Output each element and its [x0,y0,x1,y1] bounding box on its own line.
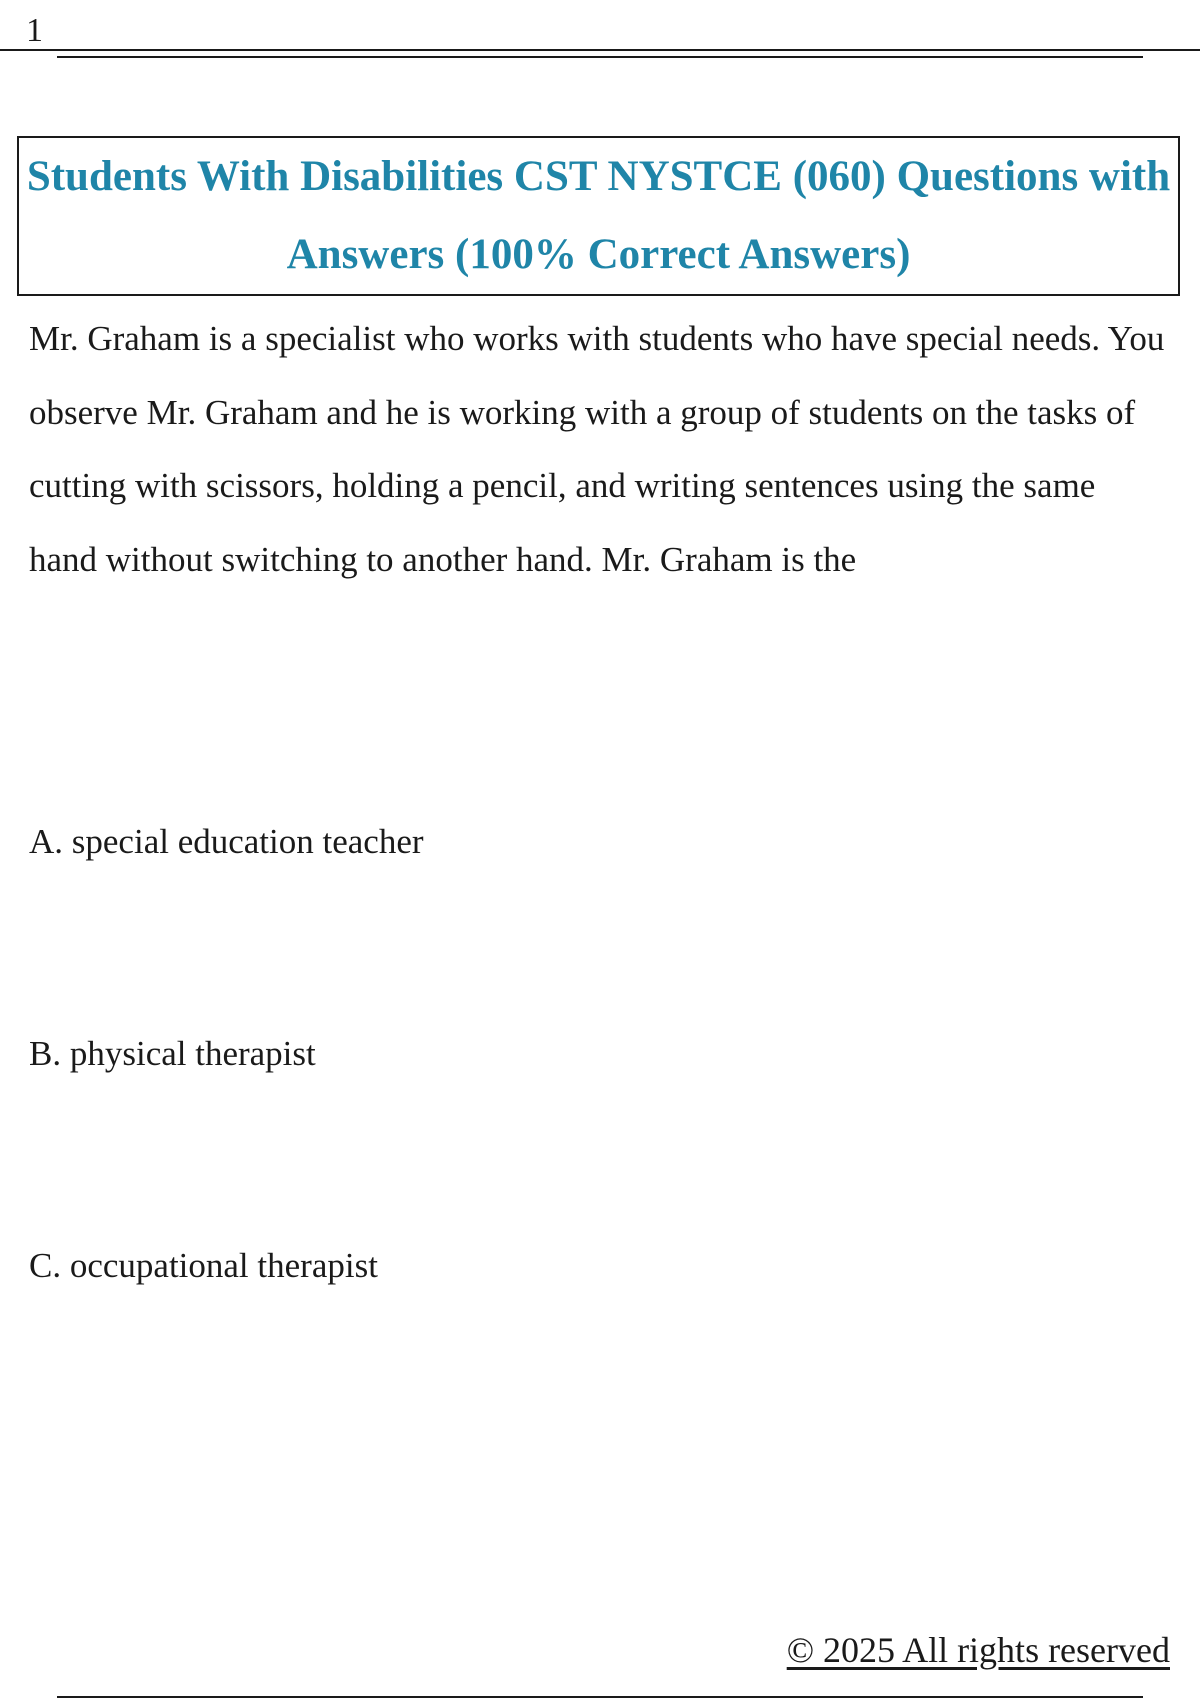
footer-rule [57,1696,1143,1698]
page-number: 1 [26,12,43,49]
answer-option-c: C. occupational therapist [29,1246,378,1285]
question-text: Mr. Graham is a specialist who works with students who have special needs. You observe Mr. Graham and he is working with a group of students on the tasks of cutting with scissors, holding a pencil, and writing sentences using the same hand without switching to another hand. Mr. Graham is the [29,319,1165,579]
header-rule-bottom [57,56,1143,58]
title-box [17,136,1180,296]
header-rule-top [0,49,1200,51]
copyright-notice: © 2025 All rights reserved [786,1630,1170,1670]
document-title: Students With Disabilities CST NYSTCE (060) Questions with Answers (100% Correct Answers) [26,153,1171,278]
answer-option-a: A. special education teacher [29,822,424,861]
answer-option-b: B. physical therapist [29,1034,316,1073]
